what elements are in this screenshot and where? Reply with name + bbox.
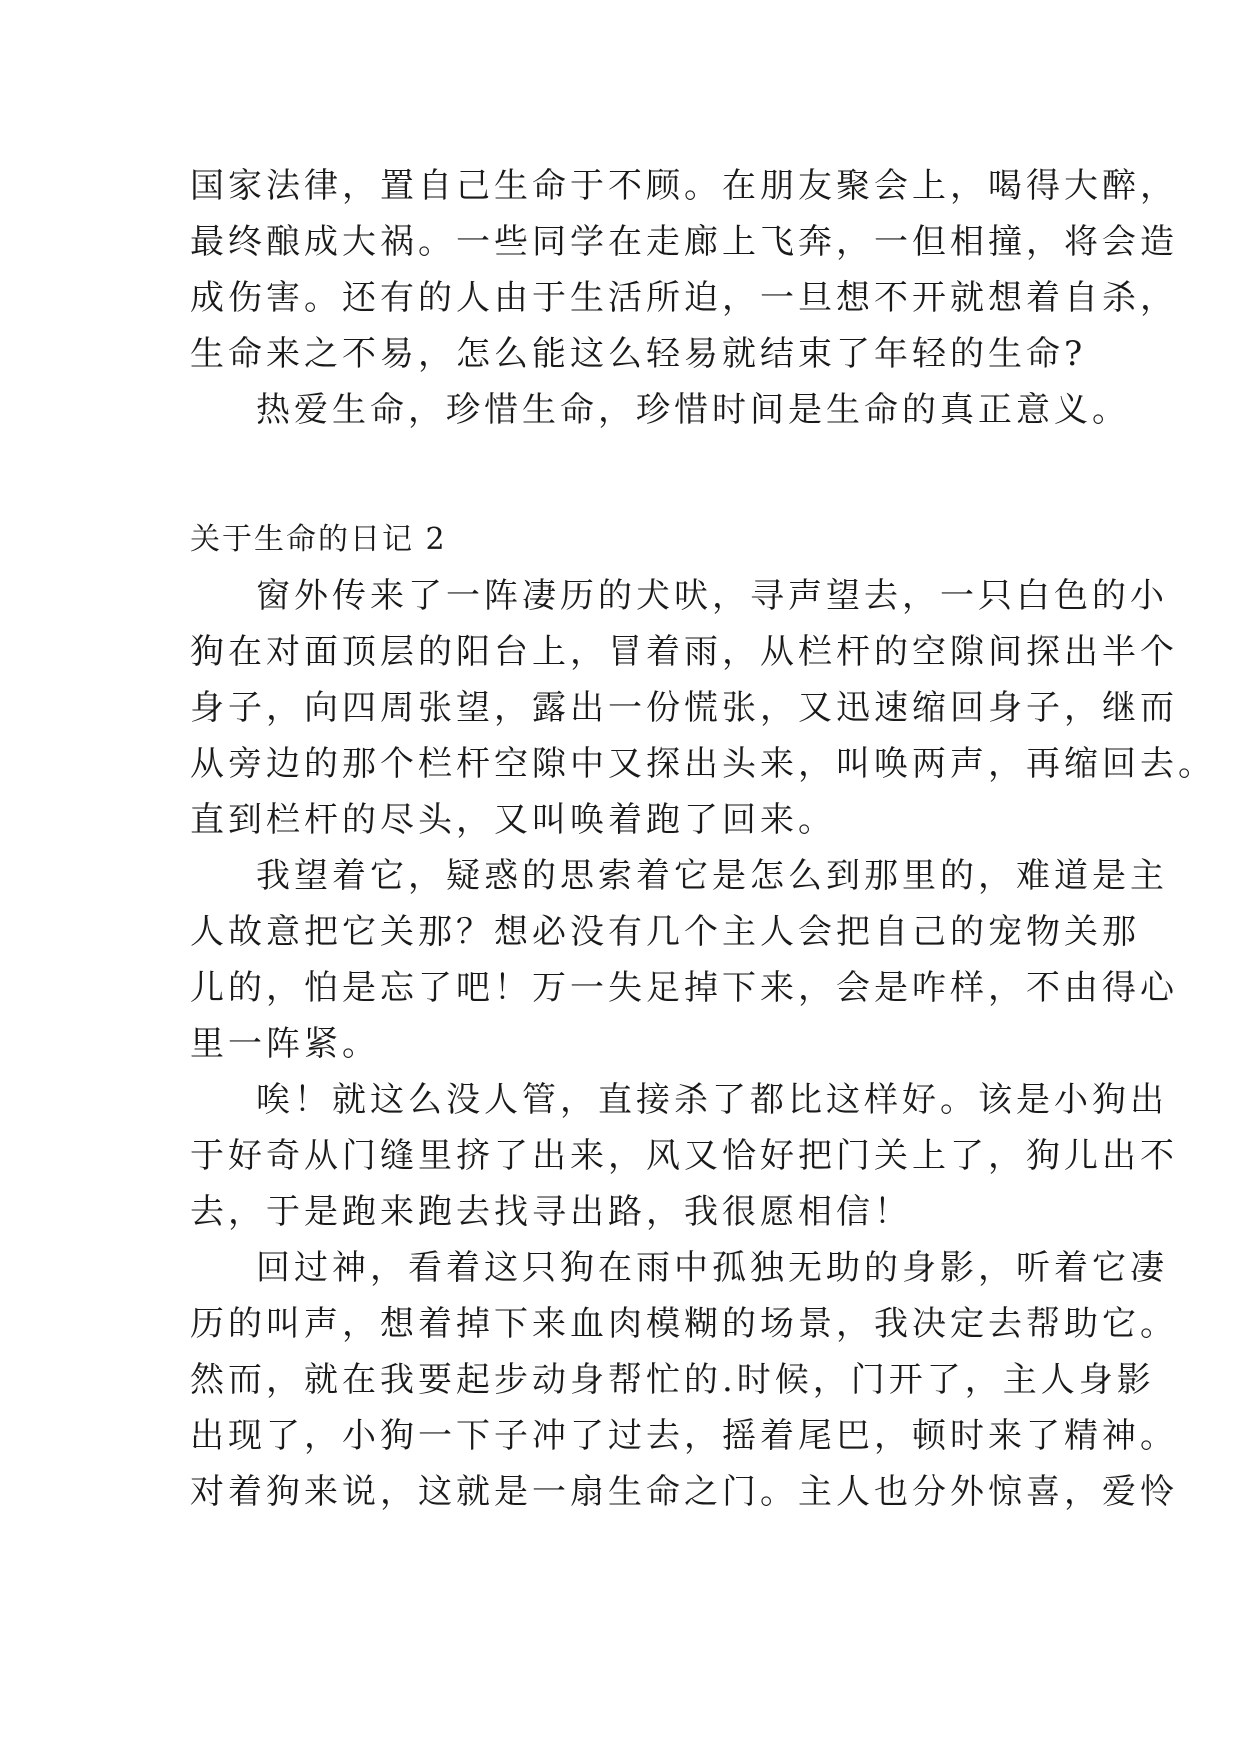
- paragraph-3: [190, 1072, 1178, 1240]
- text-line: 里一阵紧。: [190, 1024, 380, 1064]
- text-line: 成伤害。还有的人由于生活所迫，一旦想不开就想着自杀，: [190, 278, 1178, 318]
- section-gap: [190, 438, 1070, 512]
- text-line: 从旁边的那个栏杆空隙中又探出头来，叫唤两声，再缩回去。: [190, 744, 1216, 784]
- text-line: 于好奇从门缝里挤了出来，风又恰好把门关上了，狗儿出不: [190, 1136, 1178, 1176]
- paragraph-4: [190, 1240, 1178, 1520]
- text-line: 直到栏杆的尽头，又叫唤着跑了回来。: [190, 800, 836, 840]
- text-line: 狗在对面顶层的阳台上，冒着雨，从栏杆的空隙间探出半个: [190, 632, 1178, 672]
- text-line: 生命来之不易，怎么能这么轻易就结束了年轻的生命?: [190, 334, 1087, 374]
- text-line: 窗外传来了一阵凄历的犬吠，寻声望去，一只白色的小: [256, 576, 1168, 616]
- section-title: 关于生命的日记 2: [190, 522, 447, 557]
- text-line: 唉！就这么没人管，直接杀了都比这样好。该是小狗出: [256, 1080, 1168, 1120]
- text-line: 历的叫声，想着掉下来血肉模糊的场景，我决定去帮助它。: [190, 1304, 1178, 1344]
- text-line: 我望着它，疑惑的思索着它是怎么到那里的，难道是主: [256, 856, 1168, 896]
- closing-sentence: 热爱生命，珍惜生命，珍惜时间是生命的真正意义。: [256, 390, 1130, 430]
- text-line: 人故意把它关那？想必没有几个主人会把自己的宠物关那: [190, 912, 1140, 952]
- text-line: 去，于是跑来跑去找寻出路，我很愿相信！: [190, 1192, 912, 1232]
- paragraph-2: [190, 848, 1178, 1072]
- text-line: 然而，就在我要起步动身帮忙的.时候，门开了，主人身影: [190, 1360, 1155, 1400]
- text-line: 最终酿成大祸。一些同学在走廊上飞奔，一但相撞，将会造: [190, 222, 1178, 262]
- document-page: [190, 158, 1216, 1520]
- paragraph-intro: [190, 158, 1178, 382]
- text-line: 对着狗来说，这就是一扇生命之门。主人也分外惊喜，爱怜: [190, 1472, 1178, 1512]
- text-line: 回过神，看着这只狗在雨中孤独无助的身影，听着它凄: [256, 1248, 1168, 1288]
- text-line: 身子，向四周张望，露出一份慌张，又迅速缩回身子，继而: [190, 688, 1178, 728]
- text-line: 儿的，怕是忘了吧！万一失足掉下来，会是咋样，不由得心: [190, 968, 1178, 1008]
- paragraph-1: [190, 568, 1216, 848]
- text-line: 国家法律，置自己生命于不顾。在朋友聚会上，喝得大醉，: [190, 166, 1178, 206]
- text-line: 出现了，小狗一下子冲了过去，摇着尾巴，顿时来了精神。: [190, 1416, 1178, 1456]
